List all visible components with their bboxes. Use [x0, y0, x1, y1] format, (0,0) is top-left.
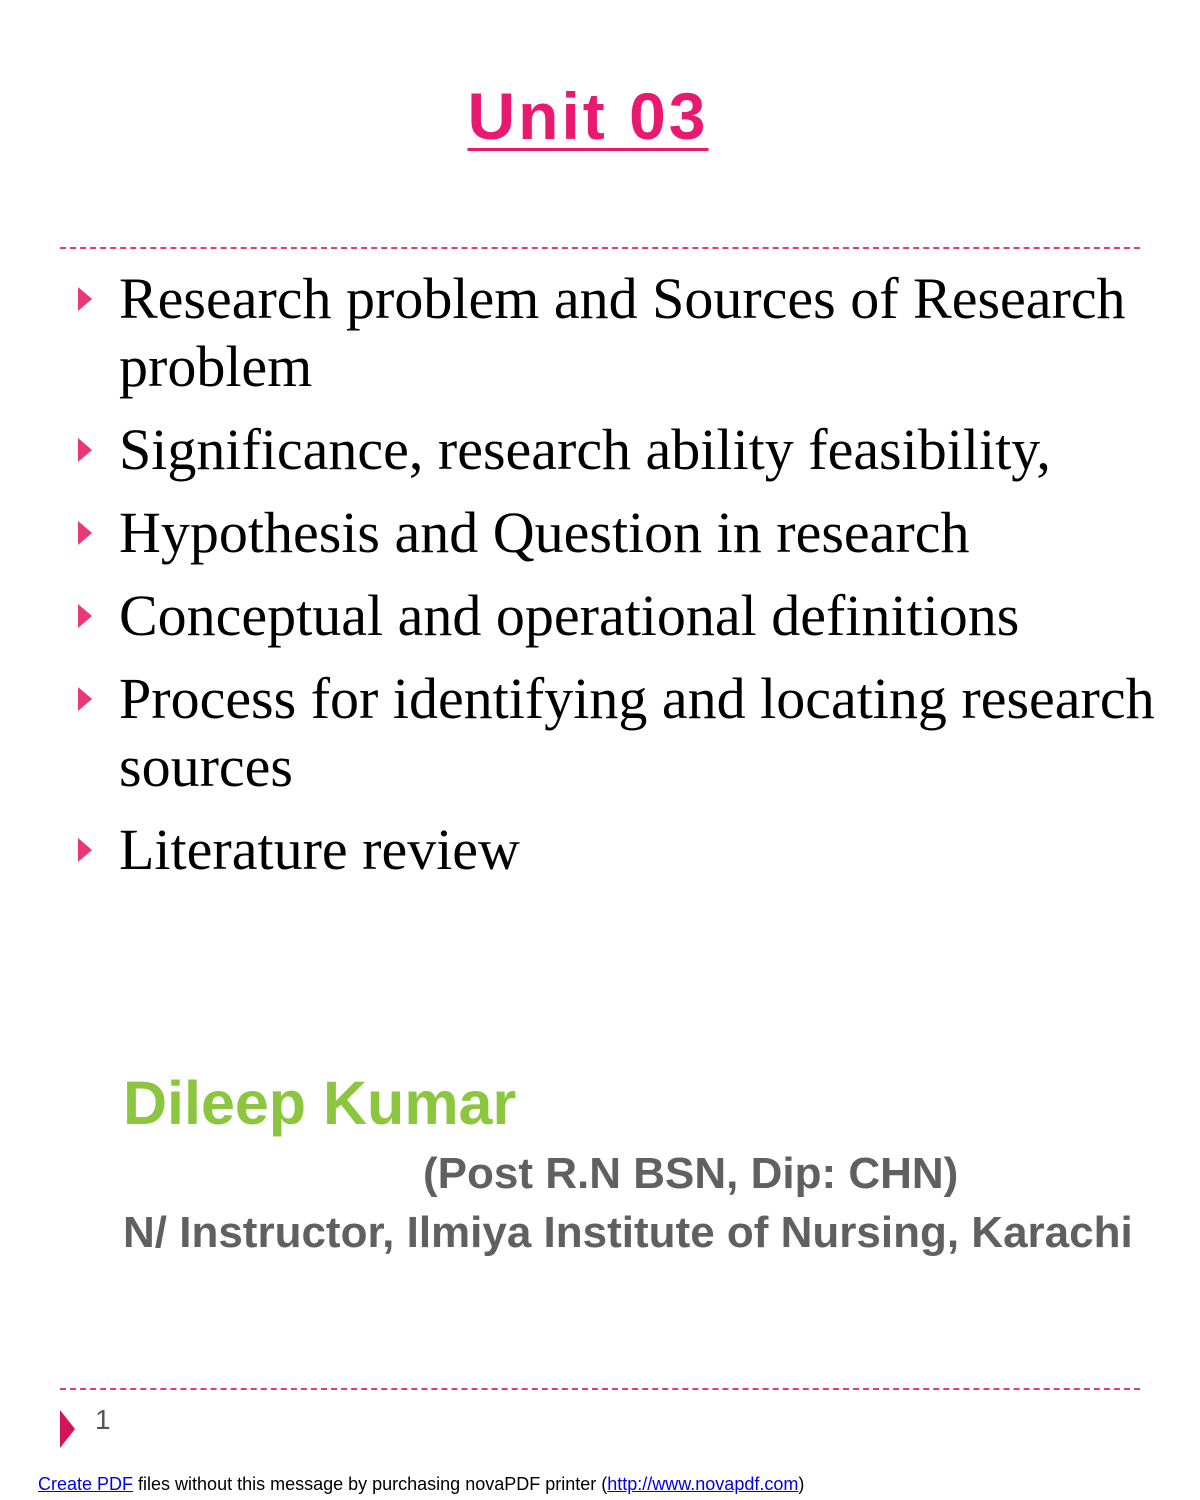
bullet-list — [0, 265, 1200, 899]
top-divider — [60, 247, 1140, 249]
slide-marker-icon — [60, 1410, 75, 1448]
bottom-divider — [60, 1388, 1140, 1390]
bullet-item — [0, 499, 1200, 567]
triangle-right-icon — [78, 287, 92, 311]
triangle-right-icon — [78, 838, 92, 862]
bullet-item — [0, 265, 1200, 401]
bullet-text: Research problem and Sources of Research problem — [119, 266, 1126, 399]
triangle-right-icon — [78, 687, 92, 711]
footer-note — [38, 1474, 804, 1495]
author-name: Dileep Kumar — [123, 1069, 517, 1137]
page-number: 1 — [95, 1404, 111, 1435]
footer-middle-text: files without this message by purchasing novaPDF printer ( — [133, 1474, 608, 1494]
bullet-text: Hypothesis and Question in research — [119, 500, 970, 565]
triangle-right-icon — [78, 438, 92, 462]
triangle-right-icon — [78, 604, 92, 628]
bullet-text: Significance, research ability feasibility, — [119, 417, 1051, 482]
bullet-item — [0, 816, 1200, 884]
bullet-item — [0, 582, 1200, 650]
author-credentials: (Post R.N BSN, Dip: CHN) — [423, 1149, 959, 1198]
triangle-right-icon — [78, 521, 92, 545]
slide-title: Unit 03 — [467, 79, 709, 153]
footer-end-text: ) — [798, 1474, 805, 1494]
novapdf-link[interactable]: http://www.novapdf.com — [607, 1474, 799, 1494]
bullet-item — [0, 665, 1200, 801]
bullet-text: Process for identifying and locating research sources — [119, 666, 1155, 799]
author-position: N/ Instructor, Ilmiya Institute of Nursing, Karachi — [123, 1208, 1133, 1257]
bullet-item — [0, 416, 1200, 484]
bullet-text: Conceptual and operational definitions — [119, 583, 1020, 648]
bullet-text: Literature review — [119, 817, 520, 882]
create-pdf-link[interactable]: Create PDF — [38, 1474, 134, 1494]
